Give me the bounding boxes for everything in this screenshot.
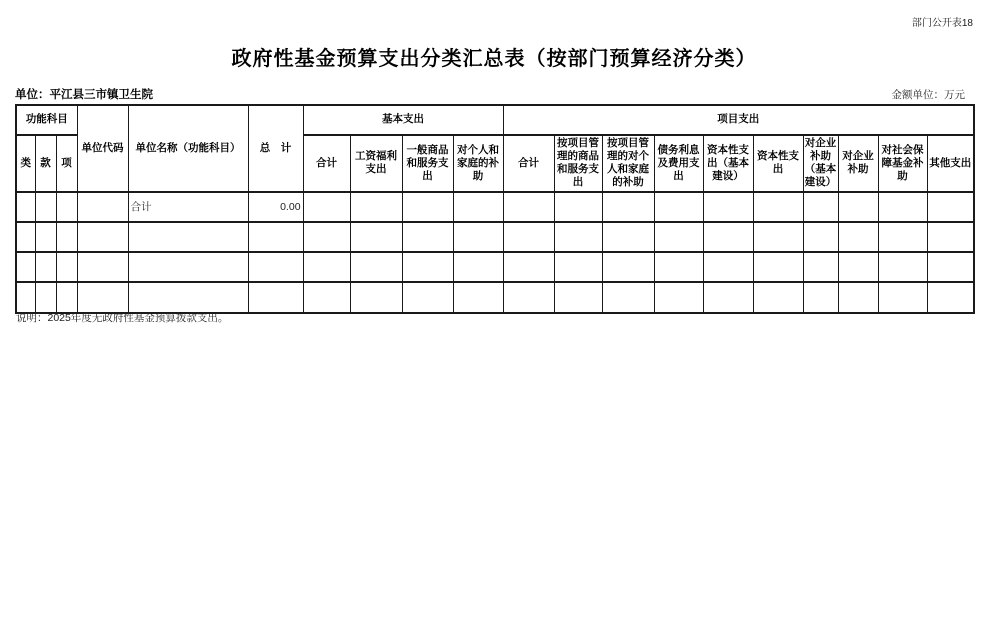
table-cell — [453, 222, 503, 252]
header-unit-name: 单位名称（功能科目） — [128, 105, 248, 192]
table-cell — [16, 252, 35, 282]
meta-row — [15, 86, 973, 102]
table-cell — [654, 252, 703, 282]
table-cell — [128, 252, 248, 282]
table-cell — [554, 222, 602, 252]
table-cell — [927, 282, 974, 313]
table-cell — [35, 192, 56, 222]
table-cell — [77, 222, 128, 252]
row-total-label: 合计 — [128, 192, 248, 222]
table-cell — [453, 282, 503, 313]
header-basic-salary-welfare: 工资福利支出 — [350, 135, 402, 192]
table-cell — [654, 192, 703, 222]
header-functional-subject: 功能科目 — [16, 105, 77, 135]
table-cell — [77, 252, 128, 282]
table-cell — [753, 282, 803, 313]
table-cell — [878, 222, 927, 252]
table-cell — [503, 252, 554, 282]
table-row — [16, 252, 974, 282]
table-cell — [350, 222, 402, 252]
header-other-expenditure: 其他支出 — [927, 135, 974, 192]
table-cell — [927, 192, 974, 222]
table-cell — [927, 222, 974, 252]
table-row — [16, 222, 974, 252]
header-enterprise-subsidy-construction: 对企业补助（基本建设） — [803, 135, 838, 192]
table-cell — [503, 282, 554, 313]
table-cell — [503, 192, 554, 222]
header-enterprise-subsidy: 对企业补助 — [838, 135, 878, 192]
table-cell — [56, 222, 77, 252]
header-social-security-fund-subsidy: 对社会保障基金补助 — [878, 135, 927, 192]
table-cell — [350, 252, 402, 282]
grand-total-value: 0.00 — [248, 192, 303, 222]
table-cell — [453, 192, 503, 222]
table-cell — [248, 222, 303, 252]
table-cell — [35, 282, 56, 313]
header-basic-individual-family-subsidy: 对个人和家庭的补助 — [453, 135, 503, 192]
table-cell — [402, 222, 453, 252]
header-capital-expenditure-construction: 资本性支出（基本建设） — [703, 135, 753, 192]
table-cell — [248, 282, 303, 313]
table-cell — [16, 282, 35, 313]
table-cell — [654, 282, 703, 313]
table-cell — [303, 282, 350, 313]
table-row — [16, 282, 974, 313]
table-cell — [753, 252, 803, 282]
table-cell — [838, 252, 878, 282]
table-cell — [554, 252, 602, 282]
table-cell — [838, 222, 878, 252]
table-cell — [602, 222, 654, 252]
table-cell — [402, 282, 453, 313]
amount-unit-label: 金额单位：万元 — [891, 89, 965, 101]
table-cell — [703, 252, 753, 282]
table-cell — [503, 222, 554, 252]
table-cell — [350, 192, 402, 222]
table-cell — [35, 252, 56, 282]
table-cell — [838, 192, 878, 222]
unit-label: 单位：平江县三市镇卫生院 — [15, 89, 153, 101]
table-cell — [56, 252, 77, 282]
table-cell — [248, 252, 303, 282]
table-cell — [56, 192, 77, 222]
header-unit-code: 单位代码 — [77, 105, 128, 192]
table-cell — [803, 192, 838, 222]
header-grand-total: 总 计 — [248, 105, 303, 192]
table-cell — [703, 192, 753, 222]
table-cell — [554, 192, 602, 222]
table-cell — [77, 192, 128, 222]
table-cell — [703, 282, 753, 313]
doc-sheet-label: 部门公开表18 — [911, 18, 973, 29]
table-cell — [303, 252, 350, 282]
table-cell — [838, 282, 878, 313]
table-cell — [16, 192, 35, 222]
budget-summary-table — [15, 104, 975, 314]
table-cell — [402, 252, 453, 282]
table-cell — [16, 222, 35, 252]
table-cell — [803, 222, 838, 252]
table-cell — [878, 192, 927, 222]
table-cell — [402, 192, 453, 222]
table-cell — [878, 252, 927, 282]
table-cell — [128, 282, 248, 313]
header-project-expenditure: 项目支出 — [503, 105, 974, 135]
header-basic-expenditure: 基本支出 — [303, 105, 503, 135]
page-title: 政府性基金预算支出分类汇总表（按部门预算经济分类） — [231, 48, 757, 70]
table-cell — [753, 192, 803, 222]
header-basic-total: 合计 — [303, 135, 350, 192]
table-cell — [927, 252, 974, 282]
table-cell — [35, 222, 56, 252]
table-cell — [303, 222, 350, 252]
header-capital-expenditure: 资本性支出 — [753, 135, 803, 192]
header-project-individual-family-subsidy: 按项目管理的对个人和家庭的补助 — [602, 135, 654, 192]
table-cell — [77, 282, 128, 313]
table-cell — [654, 222, 703, 252]
table-cell — [350, 282, 402, 313]
table-cell — [56, 282, 77, 313]
table-cell — [602, 252, 654, 282]
table-cell — [602, 282, 654, 313]
header-basic-goods-services: 一般商品和服务支出 — [402, 135, 453, 192]
table-cell — [703, 222, 753, 252]
table-cell — [753, 222, 803, 252]
table-cell — [453, 252, 503, 282]
header-project-goods-services: 按项目管理的商品和服务支出 — [554, 135, 602, 192]
table-cell — [878, 282, 927, 313]
table-cell — [554, 282, 602, 313]
table-row — [16, 192, 974, 222]
table-cell — [803, 282, 838, 313]
header-section: 款 — [35, 135, 56, 192]
table-cell — [602, 192, 654, 222]
table-cell — [128, 222, 248, 252]
header-class: 类 — [16, 135, 35, 192]
table-cell — [803, 252, 838, 282]
note-text: 说明：2025年度无政府性基金预算拨款支出。 — [16, 312, 229, 324]
table-cell — [303, 192, 350, 222]
header-project-total: 合计 — [503, 135, 554, 192]
header-debt-interest-fees: 债务利息及费用支出 — [654, 135, 703, 192]
header-item: 项 — [56, 135, 77, 192]
